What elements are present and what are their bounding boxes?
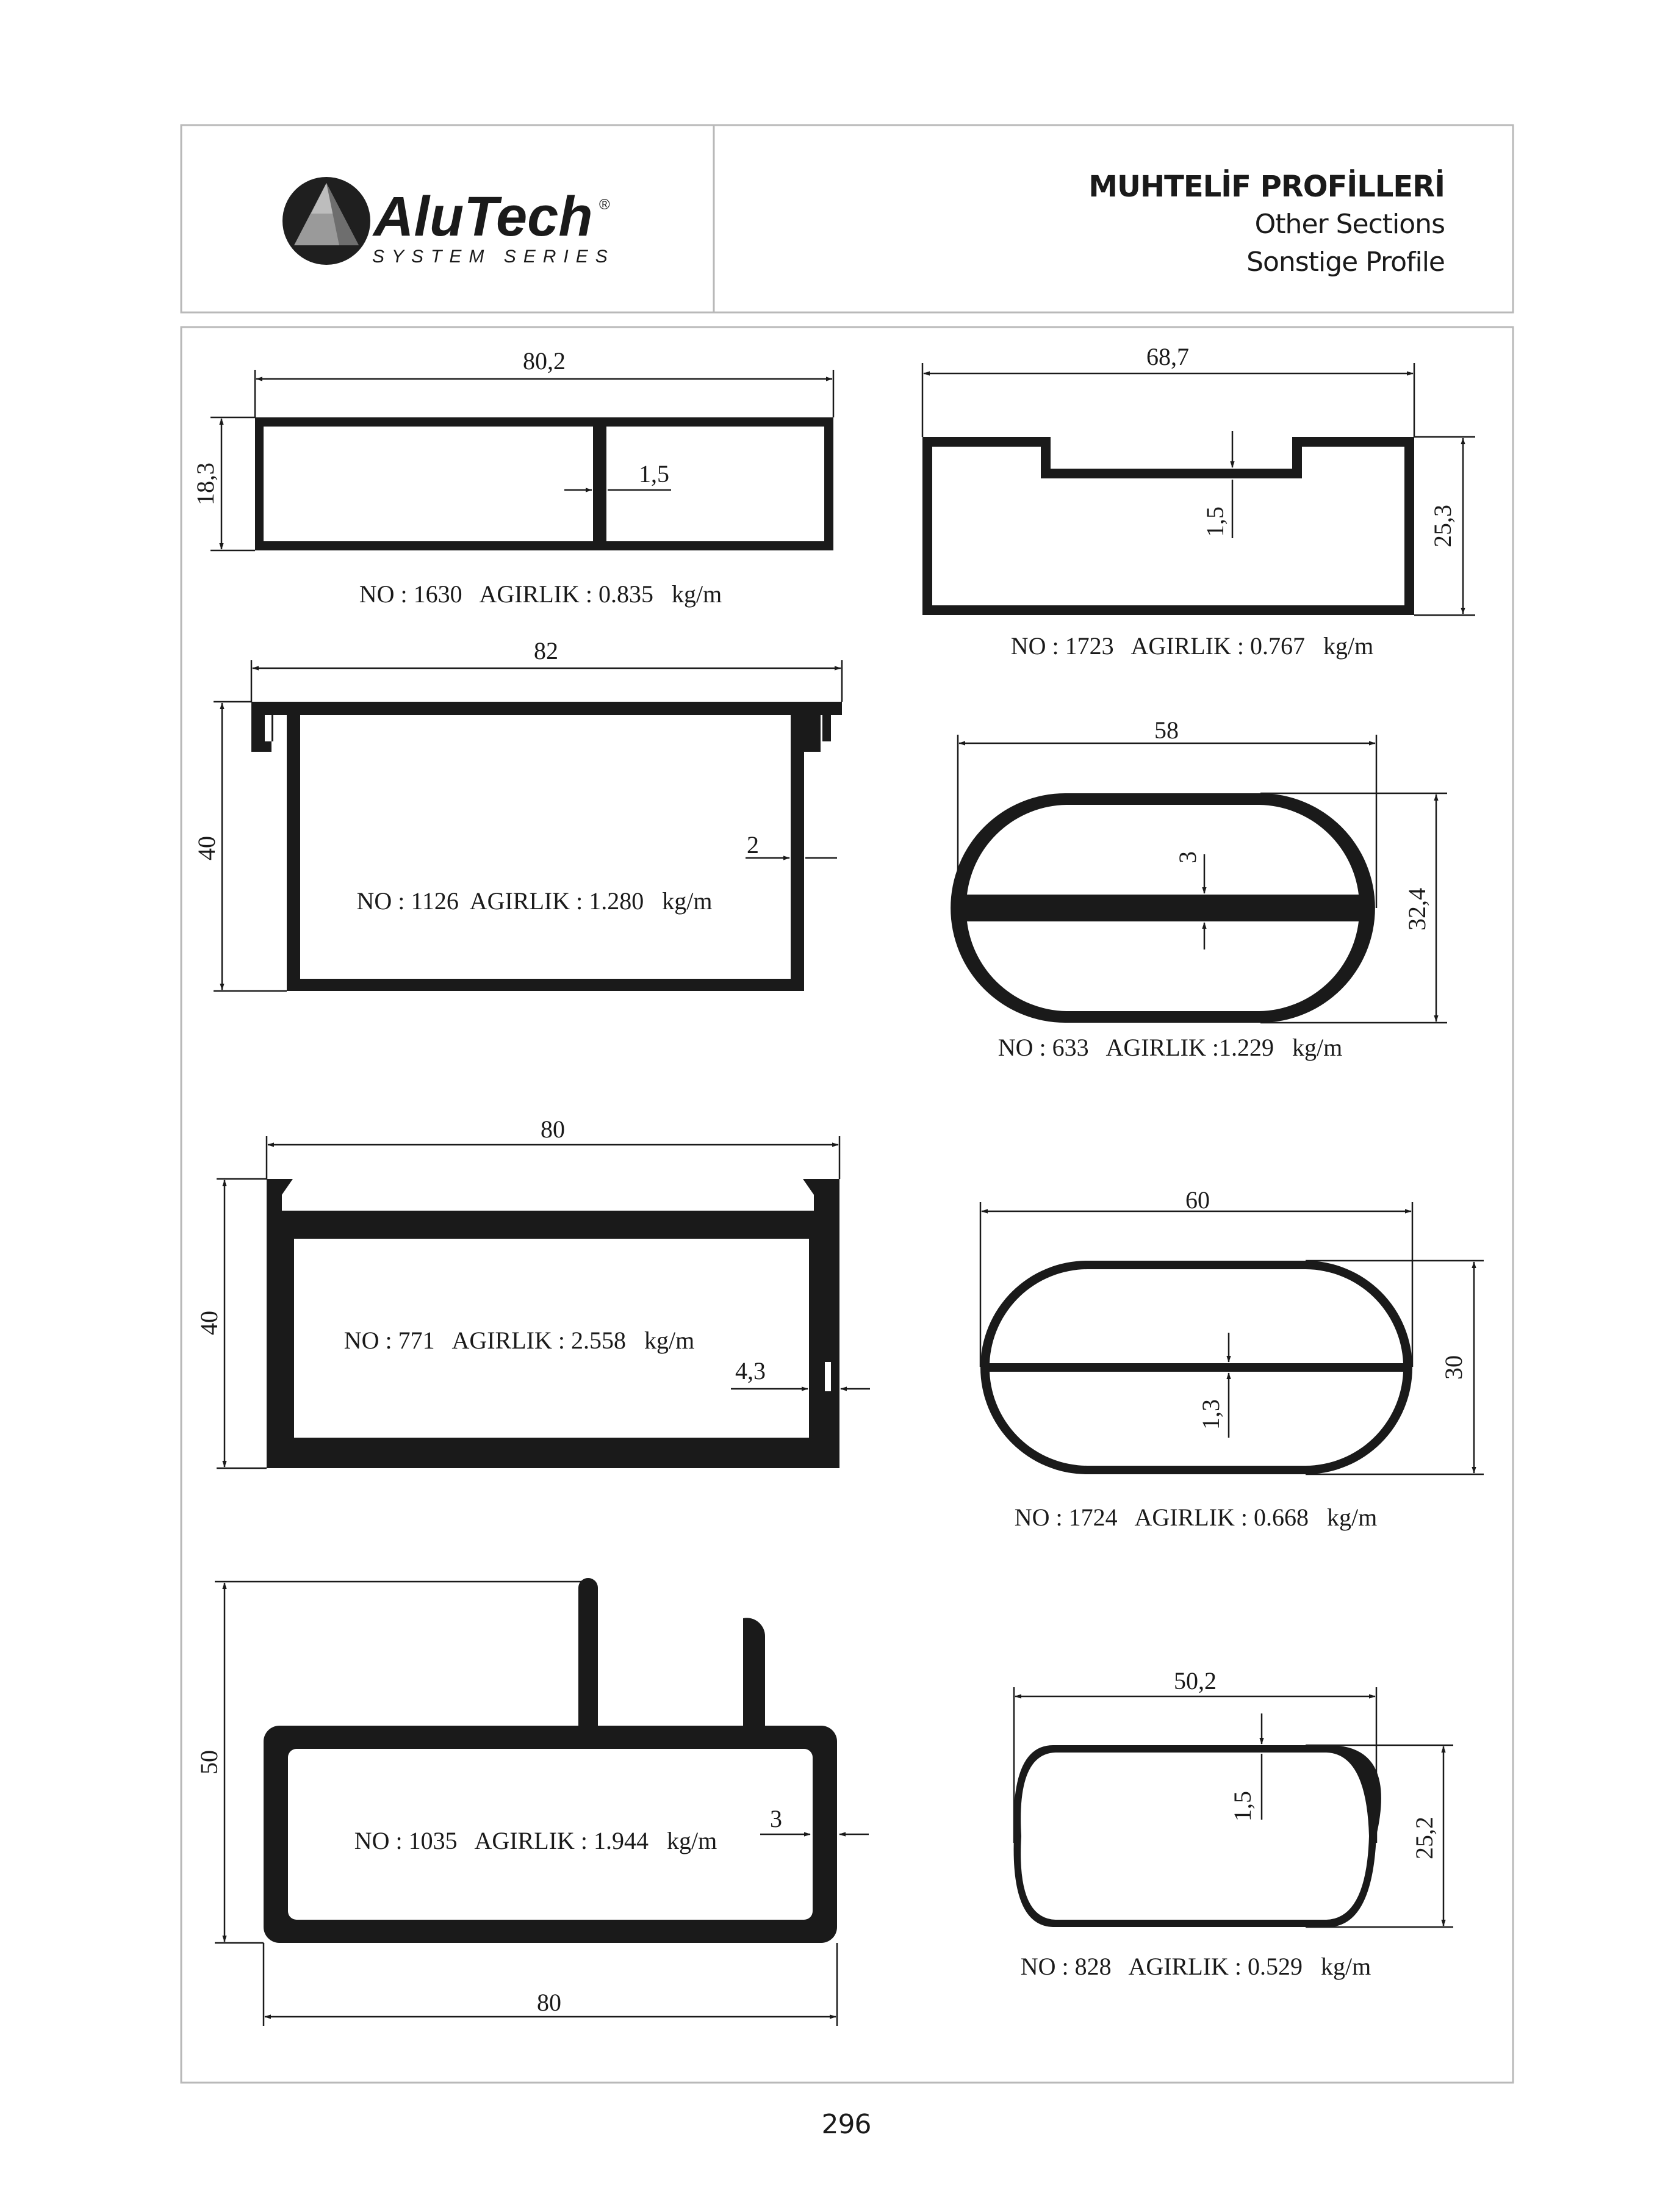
header-title-de: Sonstige Profile — [1246, 247, 1445, 278]
page-number: 296 — [821, 2109, 871, 2140]
dimension-wall-label: 3 — [1174, 851, 1201, 863]
dimension-wall-label: 1,5 — [639, 460, 669, 488]
profile-shape — [267, 1179, 839, 1468]
dimension-height-label: 40 — [195, 1311, 223, 1335]
profile-shape — [255, 417, 833, 550]
dimension-width-label: 80 — [541, 1115, 565, 1143]
profile-1723 — [922, 343, 1475, 660]
logo-wordmark — [372, 186, 593, 248]
dimension-height-label: 30 — [1440, 1355, 1467, 1380]
dimension-height-label: 40 — [193, 836, 220, 860]
profile-caption: NO : 771 AGIRLIK : 2.558 kg/m — [343, 1327, 695, 1354]
dimension-wall-label: 3 — [770, 1805, 782, 1832]
profile-caption: NO : 828 AGIRLIK : 0.529 kg/m — [1020, 1953, 1371, 1980]
dimension-width — [980, 1202, 1412, 1367]
logo-registered-mark: ® — [599, 196, 610, 213]
profile-caption: NO : 1724 AGIRLIK : 0.668 kg/m — [1014, 1504, 1378, 1531]
profile-shape — [951, 793, 1375, 1023]
profile-828 — [1014, 1667, 1453, 1980]
alutech-logo — [282, 177, 370, 265]
dimension-wall-label: 1,3 — [1197, 1399, 1224, 1430]
profile-1630 — [192, 347, 833, 608]
dimension-wall-label: 1,5 — [1229, 1791, 1256, 1821]
dimension-height-label: 25,3 — [1429, 505, 1456, 547]
dimension-height — [214, 702, 287, 991]
profile-caption: NO : 633 AGIRLIK :1.229 kg/m — [997, 1034, 1343, 1061]
profile-shape — [264, 1578, 837, 1943]
dimension-wall-label: 2 — [747, 831, 759, 859]
dimension-width-label: 80 — [537, 1989, 561, 2016]
profile-771 — [195, 1115, 870, 1468]
dimension-width-label: 58 — [1154, 716, 1179, 744]
profile-caption: NO : 1035 AGIRLIK : 1.944 kg/m — [354, 1827, 717, 1854]
dimension-width-label: 60 — [1185, 1186, 1210, 1214]
dimension-wall-label: 4,3 — [735, 1357, 766, 1385]
profile-1035 — [195, 1578, 869, 2026]
dimension-width — [922, 363, 1414, 437]
dimension-width-label: 50,2 — [1174, 1667, 1217, 1695]
profile-shape — [980, 1261, 1412, 1474]
profile-caption: NO : 1630 AGIRLIK : 0.835 kg/m — [359, 580, 722, 608]
profile-633 — [951, 716, 1447, 1061]
profile-1126 — [193, 637, 842, 991]
profile-shape — [922, 437, 1414, 615]
dimension-width-label: 82 — [534, 637, 558, 665]
dimension-height — [217, 1179, 267, 1468]
profile-shape — [1014, 1745, 1381, 1927]
dimension-width — [251, 660, 842, 702]
dimension-height-label: 25,2 — [1411, 1817, 1438, 1859]
dimension-height-label: 50 — [195, 1750, 223, 1774]
dimension-width — [255, 370, 833, 417]
profile-1724 — [980, 1186, 1484, 1531]
dimension-wall-label: 1,5 — [1201, 506, 1229, 537]
dimension-width-label: 80,2 — [523, 347, 566, 375]
logo-name: AluTech — [373, 186, 593, 248]
profile-caption: NO : 1126 AGIRLIK : 1.280 kg/m — [356, 887, 713, 915]
dimension-width-label: 68,7 — [1146, 343, 1189, 370]
header-title-en: Other Sections — [1254, 209, 1445, 240]
dimension-height-label: 32,4 — [1403, 888, 1431, 931]
profile-caption: NO : 1723 AGIRLIK : 0.767 kg/m — [1010, 632, 1374, 660]
dimension-width — [1014, 1687, 1376, 1843]
header-title-tr: MUHTELİF PROFİLLERİ — [1088, 170, 1445, 204]
logo-tagline: SYSTEM SERIES — [372, 247, 615, 267]
dimension-height-label: 18,3 — [192, 463, 219, 505]
